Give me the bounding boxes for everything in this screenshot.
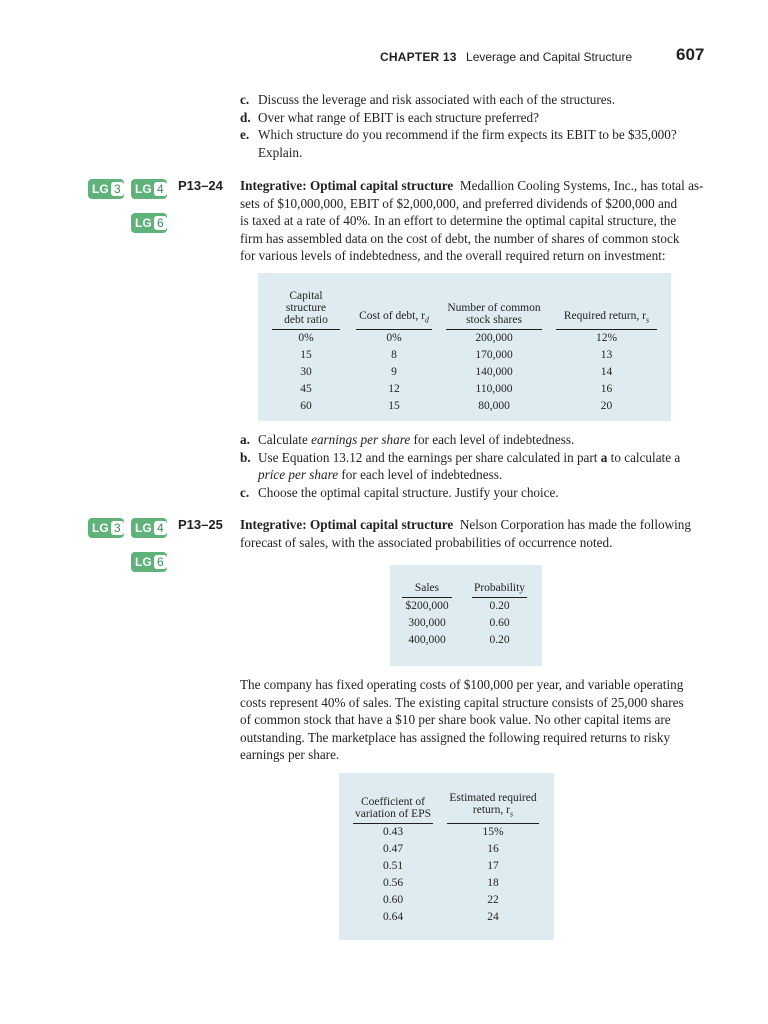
column-header: Required return, $r_s$ bbox=[556, 290, 657, 330]
table-row: 400,000 0.20 bbox=[408, 634, 510, 646]
question-item: b. Use Equation 13.12 and the earnings per share calculated in part a to calculate a price per share for each level of indebtedness. bbox=[240, 449, 681, 482]
column-header: Cost of debt, $r_d$ bbox=[356, 290, 432, 330]
chapter-label: CHAPTER 13 bbox=[380, 50, 457, 64]
table-header-row bbox=[353, 792, 539, 824]
table-header-row bbox=[272, 290, 657, 330]
required-return-table-box bbox=[339, 773, 554, 940]
problem-number: P13–25 bbox=[178, 517, 223, 532]
learning-goal-badge: LG 6 bbox=[131, 552, 167, 572]
problem-details: The company has fixed operating costs of $100,000 per year, and variable operating costs represent 40% of sales. The existing capital structure consists of 25,000 shares of common stock that have a $10 per share book value. No other capital items are outstanding. The marketplace has assigned the following required returns to risky earnings per share. bbox=[240, 677, 684, 762]
table-row: 300,000 0.60 bbox=[408, 617, 510, 629]
column-header: Number of common stock shares bbox=[446, 290, 542, 330]
table-row: 0% 0% 200,000 12% bbox=[298, 332, 618, 344]
column-header: Capital structure debt ratio bbox=[272, 290, 340, 330]
chapter-title: Leverage and Capital Structure bbox=[466, 50, 633, 64]
question-item: a. Calculate earnings per share for each level of indebtedness. bbox=[240, 432, 575, 447]
table-row: 0.64 24 bbox=[382, 911, 499, 924]
learning-goal-badge: LG 4 bbox=[131, 179, 167, 199]
table-row: 0.47 16 bbox=[382, 843, 499, 856]
sales-forecast-table-box bbox=[390, 565, 542, 666]
capital-structure-table-box bbox=[258, 273, 671, 421]
problem-heading: Integrative: Optimal capital structure bbox=[240, 517, 454, 532]
column-header: Estimated required return, $r_s$ bbox=[447, 792, 539, 824]
learning-goal-badge: LG 3 bbox=[88, 179, 124, 199]
table-row: 15 8 170,000 13 bbox=[300, 349, 613, 361]
problem-heading: Integrative: Optimal capital structure bbox=[240, 178, 454, 193]
table-row: 0.43 15% bbox=[382, 826, 504, 839]
column-header: Coefficient of variation of EPS bbox=[353, 792, 433, 824]
column-header: Probability bbox=[472, 582, 527, 598]
problem-statement: Integrative: Optimal capital structure Medallion Cooling Systems, Inc., has total as- sets of $10,000,000, EBIT of $2,000,000, and preferred dividends of $200,000 and is taxed at a rate of 40%. In an effort to determine the optimal capital structure, the firm has assembled data on the cost of debt, the number of shares of common stock for various levels of indebtedness, and the overall required return on investment: bbox=[240, 178, 704, 263]
problem-number: P13–24 bbox=[178, 178, 223, 193]
table-row: 45 12 110,000 16 bbox=[300, 383, 613, 395]
question-item: c. Choose the optimal capital structure. Justify your choice. bbox=[240, 484, 559, 500]
table-row: 30 9 140,000 14 bbox=[300, 366, 613, 378]
learning-goal-badge: LG 6 bbox=[131, 213, 167, 233]
learning-goal-badge: LG 3 bbox=[88, 518, 124, 538]
table-row: 0.56 18 bbox=[382, 877, 499, 890]
capital-structure-table bbox=[272, 290, 657, 415]
problem-questions bbox=[240, 431, 710, 501]
problem-statement: Integrative: Optimal capital structure Nelson Corporation has made the following forecast of sales, with the associated probabilities of occurrence noted. bbox=[240, 517, 691, 550]
question-item: d. Over what range of EBIT is each structure preferred? bbox=[240, 109, 539, 125]
question-item: c. Discuss the leverage and risk associated with each of the structures. bbox=[240, 92, 616, 107]
table-row: $200,000 0.20 bbox=[405, 600, 510, 612]
prior-problem-questions bbox=[240, 91, 710, 161]
table-row: 0.60 22 bbox=[382, 894, 499, 907]
table-header-row bbox=[402, 582, 527, 598]
required-return-table bbox=[353, 792, 539, 926]
column-header: Sales bbox=[402, 582, 452, 598]
learning-goal-badge: LG 4 bbox=[131, 518, 167, 538]
sales-forecast-table bbox=[402, 582, 527, 649]
table-row: 0.51 17 bbox=[382, 860, 499, 873]
table-row: 60 15 80,000 20 bbox=[300, 400, 613, 412]
question-item: e. Which structure do you recommend if the firm expects its EBIT to be $35,000? Explain. bbox=[240, 127, 677, 160]
page-number: 607 bbox=[676, 45, 705, 64]
running-head bbox=[380, 50, 632, 64]
